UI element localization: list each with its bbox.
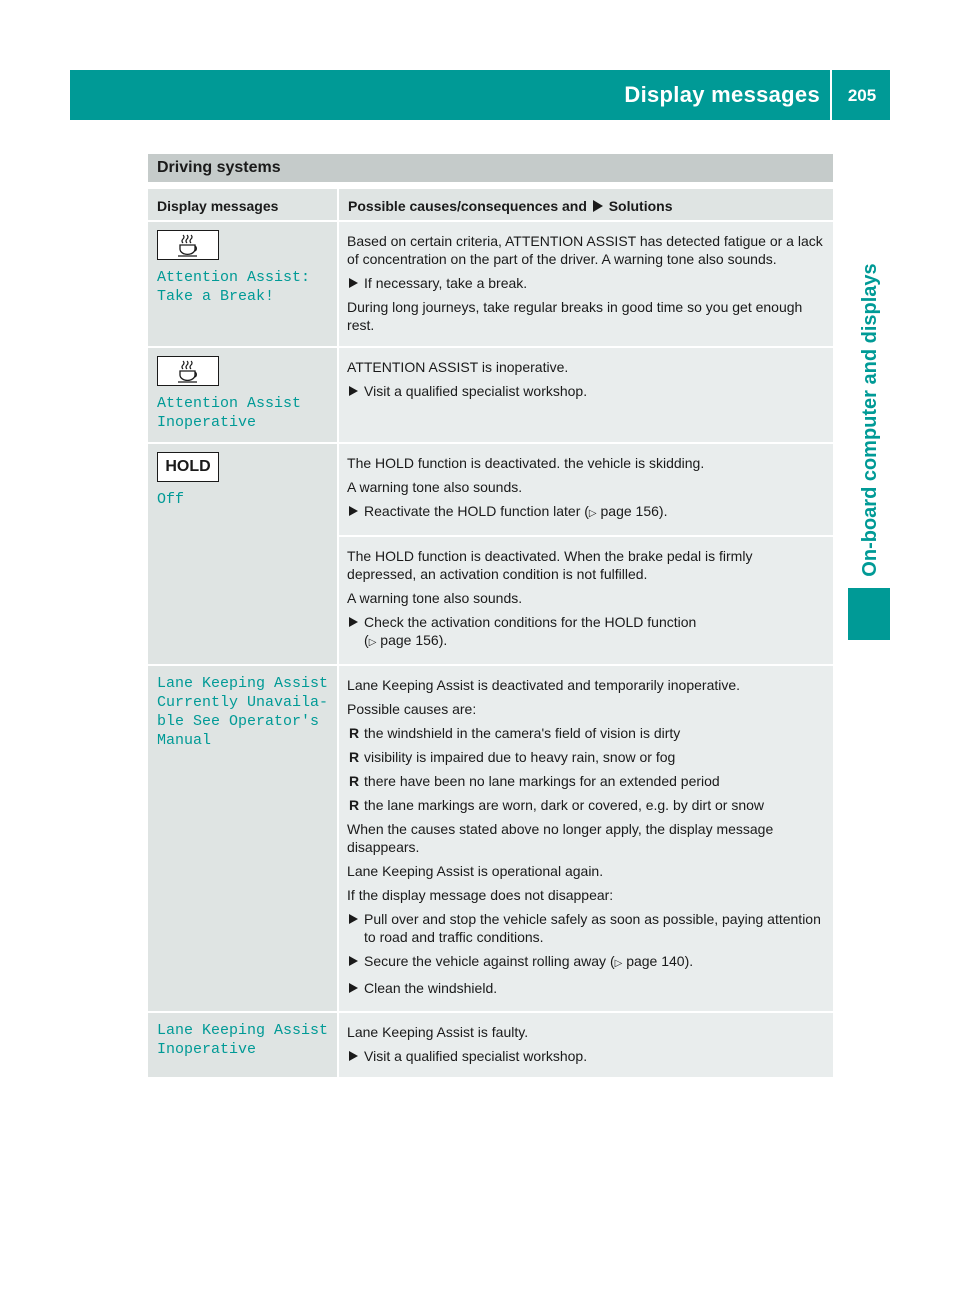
solution-step (347, 502, 825, 523)
page-ref-arrow-icon: ▷ (368, 637, 377, 648)
table-row (148, 347, 833, 443)
display-messages-table (148, 189, 833, 1077)
description-text: ATTENTION ASSIST is inoperative. (347, 359, 569, 375)
step-text-ref: (▷ page 156). (364, 632, 448, 648)
description-text: If the display message does not disappear: (347, 887, 614, 903)
description-text: A warning tone also sounds. (347, 479, 523, 495)
page-reference-link[interactable]: page 156 (600, 503, 659, 519)
step-text: Secure the vehicle against rolling away ( (364, 953, 615, 969)
column-header-solutions-text: Possible causes/consequences and (348, 198, 587, 214)
solution-step: If necessary, take a break. (347, 274, 825, 292)
cause-bullet: R the windshield in the camera's field of vision is dirty (347, 724, 825, 742)
header-divider (830, 70, 832, 120)
message-cell (148, 347, 338, 443)
page-reference-link[interactable]: page 156 (380, 632, 439, 648)
table-header-row (148, 189, 833, 221)
description-text: Lane Keeping Assist is deactivated and temporarily inoperative. (347, 677, 741, 693)
step-text-end: ). (684, 953, 694, 969)
display-message-text: Lane Keeping Assist Inoperative (157, 1022, 329, 1058)
message-cell (148, 665, 338, 1012)
hold-icon: HOLD (157, 452, 219, 482)
page-header-title: Display messages (624, 82, 820, 107)
step-text-end: ). (438, 632, 448, 648)
description-cell (338, 443, 833, 536)
solution-step: Pull over and stop the vehicle safely as soon as possible, paying attention to road and traffic conditions. (347, 910, 825, 946)
chapter-sidebar-block (848, 588, 890, 640)
description-cell (338, 1012, 833, 1077)
column-header-messages: Display messages (148, 189, 338, 221)
chapter-sidebar-label: On-board computer and displays (859, 263, 881, 577)
description-text: Based on certain criteria, ATTENTION ASSIST has detected fatigue or a lack of concentration on the part of the driver. A warning tone also sounds. (347, 233, 823, 267)
table-row (148, 443, 833, 536)
description-text: Possible causes are: (347, 701, 477, 717)
message-cell (148, 1012, 338, 1077)
page-reference-link[interactable]: page 140 (626, 953, 685, 969)
description-cell (338, 347, 833, 443)
cause-bullet: R the lane markings are worn, dark or covered, e.g. by dirt or snow (347, 796, 825, 814)
page-header-bar (70, 70, 890, 120)
display-message-text: Off (157, 491, 185, 508)
table-row (148, 1012, 833, 1077)
column-header-solutions (338, 189, 833, 221)
coffee-cup-icon (157, 356, 219, 386)
solution-step (347, 952, 825, 973)
table-row (148, 665, 833, 1012)
description-cell (338, 536, 833, 665)
solution-arrow-icon (593, 200, 603, 212)
description-text: The HOLD function is deactivated. When the brake pedal is firmly depressed, an activation condition is not fulfilled. (347, 548, 753, 582)
solution-step: Clean the windshield. (347, 979, 825, 997)
message-cell (148, 443, 338, 665)
message-cell (148, 221, 338, 347)
table-row (148, 221, 833, 347)
page-ref-arrow-icon: ▷ (614, 958, 623, 969)
column-header-solutions-suffix: Solutions (608, 198, 673, 214)
solution-step: Visit a qualified specialist workshop. (347, 1047, 825, 1065)
display-message-text: Lane Keeping Assist Currently Unavaila‐ ble See Operator's Manual (157, 675, 329, 749)
description-cell (338, 665, 833, 1012)
description-text: Lane Keeping Assist is operational again. (347, 863, 604, 879)
display-message-text: Attention Assist Inoperative (157, 395, 302, 431)
cause-bullet: R visibility is impaired due to heavy rain, snow or fog (347, 748, 825, 766)
coffee-cup-icon (157, 230, 219, 260)
display-message-text: Attention Assist: Take a Break! (157, 269, 311, 305)
page-ref-arrow-icon: ▷ (588, 508, 597, 519)
description-text: Lane Keeping Assist is faulty. (347, 1024, 529, 1040)
description-text: During long journeys, take regular breaks in good time so you get enough rest. (347, 299, 803, 333)
description-text: When the causes stated above no longer apply, the display message disappears. (347, 821, 774, 855)
description-cell (338, 221, 833, 347)
description-text: A warning tone also sounds. (347, 590, 523, 606)
cause-bullet: R there have been no lane markings for an extended period (347, 772, 825, 790)
solution-step: Visit a qualified specialist workshop. (347, 382, 825, 400)
step-text: Reactivate the HOLD function later ( (364, 503, 589, 519)
section-title: Driving systems (148, 154, 833, 182)
description-text: The HOLD function is deactivated. the vehicle is skidding. (347, 455, 705, 471)
page-number: 205 (847, 86, 877, 105)
solution-step (347, 613, 825, 652)
step-text-end: ). (658, 503, 668, 519)
step-text: Check the activation conditions for the HOLD function (364, 614, 697, 630)
